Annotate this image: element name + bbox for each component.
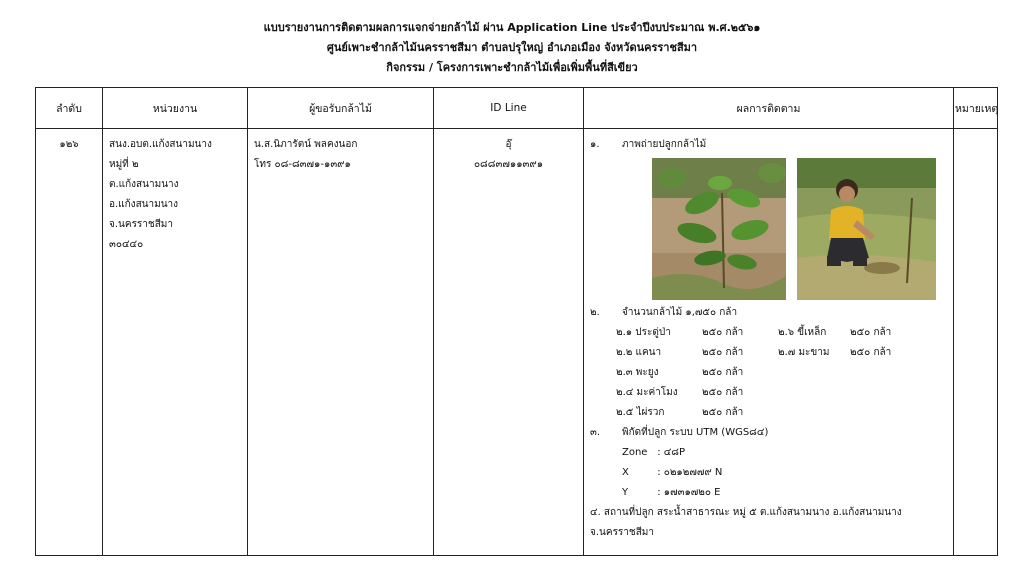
photo-gallery [590,158,947,300]
species-row [590,363,947,383]
line-id: ๐๘๘๓๗๑๑๓๙๑ [473,159,544,170]
unit-line: สนง.อบต.แก้งสนามนาง [109,139,212,150]
report-title: แบบรายงานการติดตามผลการแจกจ่ายกล้าไม้ ผ่าน Application Line ประจำปีงบประมาณ พ.ศ.๒๕๖๑ [263,21,761,34]
sapling-photo-icon [652,158,786,300]
species-qty: ๒๕๐ [850,347,871,358]
person-planting-photo[interactable] [797,158,936,300]
species-name: ๒.๖ ขี้เหล็ก [778,327,827,338]
report-table [35,87,998,556]
unit-line: อ.แก้งสนามนาง [109,199,179,210]
coord-value: : ๑๗๓๑๗๒๐ E [657,487,721,498]
result-section-3 [590,423,947,443]
utm-y [590,483,947,503]
project-name: กิจกรรม / โครงการเพาะชำกล้าไม้เพื่อเพิ่มพื้นที่สีเขียว [386,61,638,74]
species-row [590,343,947,363]
col-header-unit: หน่วยงาน [103,88,248,129]
result-section-4: ๔. สถานที่ปลูก สระน้ำสาธารณะ หมู่ ๕ ต.แก้งสนามนาง อ.แก้งสนามนาง [590,507,902,518]
species-qty: ๒๕๐ [702,327,723,338]
species-qty: ๒๕๐ [702,387,723,398]
species-qty: ๒๕๐ [702,407,723,418]
table-header-row [36,88,998,129]
cell-note [954,129,998,556]
species-name: ๒.๗ มะขาม [778,347,830,358]
species-unit: กล้า [725,327,744,338]
unit-line: จ.นครราชสีมา [109,219,174,230]
cell-result [584,129,954,556]
section-label: ภาพถ่ายปลูกกล้าไม้ [622,139,707,150]
species-unit: กล้า [725,407,744,418]
species-qty: ๒๕๐ [850,327,871,338]
coord-key: Y [622,487,629,498]
col-header-no: ลำดับ [36,88,103,129]
col-header-id-line: ID Line [434,88,584,129]
col-header-receiver: ผู้ขอรับกล้าไม้ [248,88,434,129]
species-name: ๒.๔ มะค่าโมง [616,387,678,398]
coord-value: : ๐๒๑๒๗๗๙ N [657,467,723,478]
line-nickname: อุ๊ [505,139,512,150]
result-section-1 [590,135,947,155]
species-row [590,383,947,403]
section-label: พิกัดที่ปลูก ระบบ UTM (WGS๘๔) [622,427,769,438]
center-name: ศูนย์เพาะชำกล้าไม้นครราชสีมา ตำบลปรุใหญ่ อำเภอเมือง จังหวัดนครราชสีมา [326,41,698,54]
report-header [0,18,1024,78]
section-label: จำนวนกล้าไม้ ๑,๗๕๐ กล้า [622,307,738,318]
utm-zone [590,443,947,463]
species-qty: ๒๕๐ [702,347,723,358]
species-unit: กล้า [725,347,744,358]
cell-id-line [434,129,584,556]
coord-key: X [622,467,629,478]
unit-line: ๓๐๔๔๐ [109,239,144,250]
utm-x [590,463,947,483]
cell-unit [103,129,248,556]
person-planting-photo-icon [797,158,936,300]
species-name: ๒.๕ ไผ่รวก [616,407,665,418]
species-name: ๒.๓ พะยูง [616,367,659,378]
coord-value: : ๔๘P [657,447,686,458]
col-header-result: ผลการติดตาม [584,88,954,129]
species-qty: ๒๕๐ [702,367,723,378]
result-section-4-cont: จ.นครราชสีมา [590,527,655,538]
section-number: ๓. [590,427,601,438]
unit-line: ต.แก้งสนามนาง [109,179,179,190]
species-unit: กล้า [873,327,892,338]
cell-no: ๑๒๖ [36,129,103,556]
species-row [590,323,947,343]
receiver-phone: โทร ๐๘-๘๓๗๑-๑๓๙๑ [254,159,351,170]
col-header-note: หมายเหตุ [954,88,998,129]
section-number: ๒. [590,307,600,318]
species-unit: กล้า [725,367,744,378]
species-row [590,403,947,423]
species-name: ๒.๑ ประดู่ป่า [616,327,671,338]
species-unit: กล้า [873,347,892,358]
species-unit: กล้า [725,387,744,398]
cell-receiver [248,129,434,556]
unit-line: หมู่ที่ ๒ [109,159,139,170]
receiver-name: น.ส.นิภารัตน์ พลคงนอก [254,139,358,150]
species-name: ๒.๒ แคนา [616,347,662,358]
table-row [36,129,998,556]
result-section-2 [590,303,947,323]
section-number: ๑. [590,139,600,150]
sapling-photo[interactable] [652,158,786,300]
coord-key: Zone [622,447,648,458]
